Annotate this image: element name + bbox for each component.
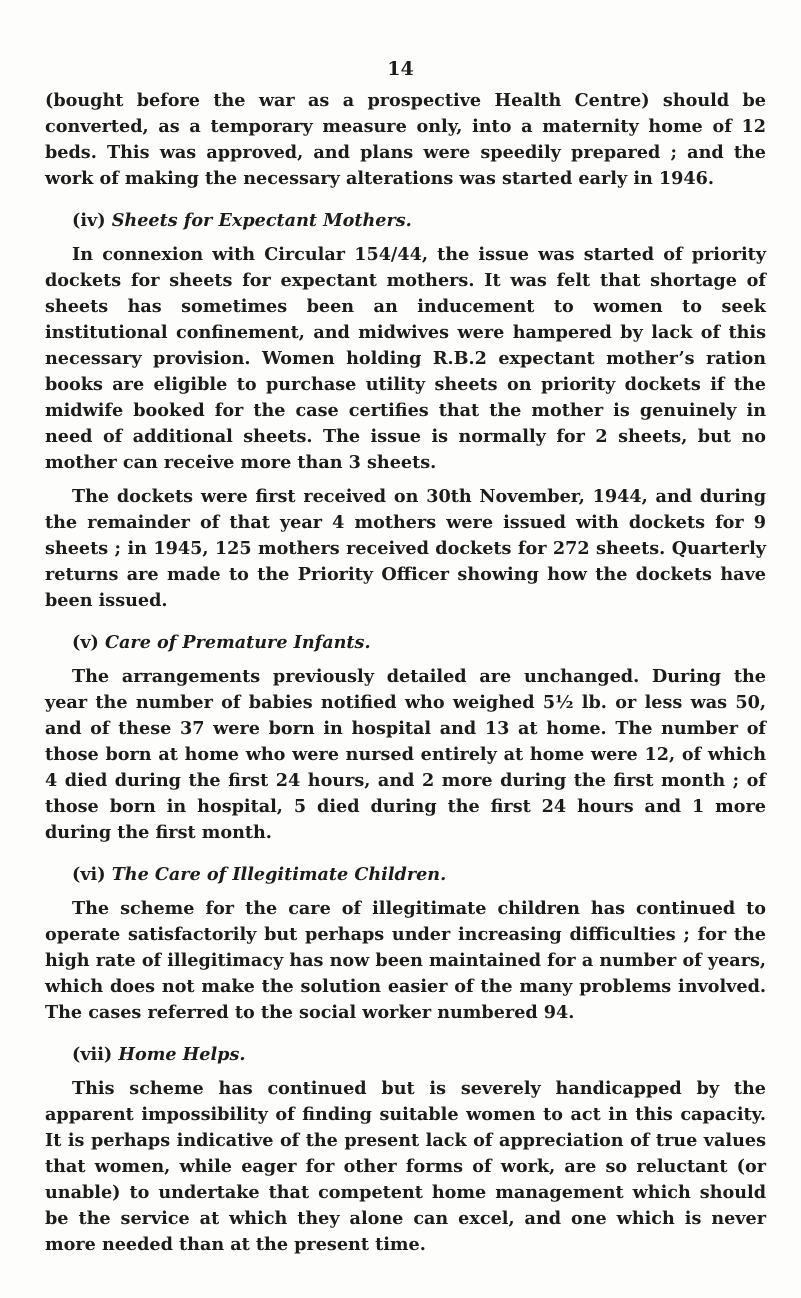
section-vi — [45, 862, 766, 1026]
section-vii — [45, 1042, 766, 1258]
section-v — [45, 630, 766, 846]
section-number: (vii) — [72, 1044, 113, 1065]
section-paragraph: The arrangements previously detailed are unchanged. During the year the number of babies notified who weighed 5½ lb. or less was 50, and of these 37 were born in hospital and 13 at home. The number of those born at home who were nursed entirely at home were 12, of which 4 died during the first 24 hours, and 2 more during the first month ; of those born in hospital, 5 died during the first 24 hours and 1 more during the first month. — [45, 666, 766, 843]
section-paragraph: The scheme for the care of illegitimate children has continued to operate satisfactorily but perhaps under increasing difficulties ; for the high rate of illegitimacy has now been maintained for a number of years, which does not make the solution easier of the many problems involved. The cases referred to the social worker numbered 94. — [45, 898, 766, 1023]
section-number: (iv) — [72, 210, 106, 231]
section-title: Home Helps. — [118, 1044, 246, 1065]
section-title: Sheets for Expectant Mothers. — [111, 210, 412, 231]
section-heading — [45, 1042, 766, 1068]
section-heading — [45, 630, 766, 656]
section-paragraph: The dockets were first received on 30th November, 1944, and during the remainder of that year 4 mothers were issued with dockets for 9 sheets ; in 1945, 125 mothers received dockets for 272 sheets. Quarterly returns are made to the Priority Officer showing how the dockets have been issued. — [45, 486, 766, 611]
section-paragraph: This scheme has continued but is severely handicapped by the apparent impossibility of finding suitable women to act in this capacity. It is perhaps indicative of the present lack of appreciation of true values that women, while eager for other forms of work, are so reluctant (or unable) to undertake that competent home management which should be the service at which they alone can excel, and one which is never more needed than at the present time. — [45, 1078, 766, 1255]
section-heading — [45, 208, 766, 234]
section-heading — [45, 862, 766, 888]
section-title: Care of Premature Infants. — [105, 632, 371, 653]
section-number: (v) — [72, 632, 99, 653]
section-title: The Care of Illegitimate Children. — [111, 864, 447, 885]
section-iv — [45, 208, 766, 614]
section-number: (vi) — [72, 864, 106, 885]
section-paragraph: In connexion with Circular 154/44, the issue was started of priority dockets for sheets for expectant mothers. It was felt that shortage of sheets has sometimes been an inducement to women to seek institutional confinement, and midwives were hampered by lack of this necessary provision. Women holding R.B.2 expectant mother’s ration books are eligible to purchase utility sheets on priority dockets if the midwife booked for the case certifies that the mother is genuinely in need of additional sheets. The issue is normally for 2 sheets, but no mother can receive more than 3 sheets. — [45, 244, 766, 473]
intro-paragraph: (bought before the war as a prospective Health Centre) should be converted, as a temporary measure only, into a maternity home of 12 beds. This was approved, and plans were speedily prepared ; and the work of making the necessary alterations was started early in 1946. — [45, 90, 766, 189]
body-text — [45, 88, 766, 1258]
page-number: 14 — [387, 58, 414, 80]
